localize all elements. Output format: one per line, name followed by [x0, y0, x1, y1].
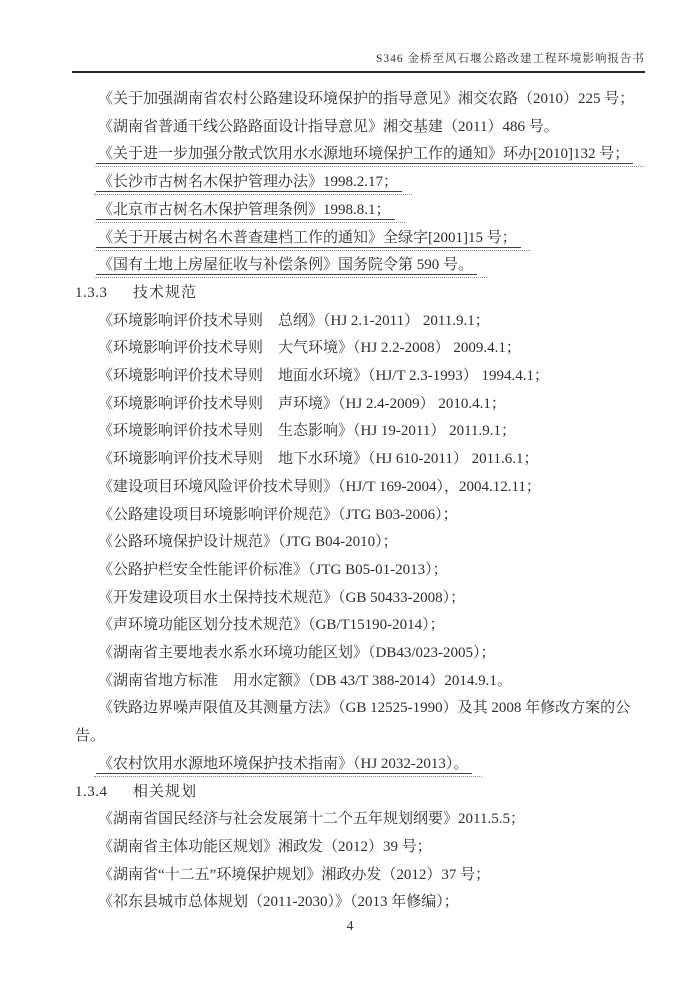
body-line [75, 529, 645, 557]
line-text: 《建设项目环境风险评价技术导则》（HJ/T 169-2004），2004.12.11； [98, 478, 541, 495]
body-line [75, 889, 645, 917]
line-text: 《湖南省普通干线公路路面设计指导意见》湘交基建（2011）486 号。 [98, 118, 559, 135]
header-title: S346 金桥至风石堰公路改建工程环境影响报告书 [375, 53, 645, 65]
line-text: 《祁东县城市总体规划（2011-2030）》（2013 年修编）； [98, 894, 459, 911]
section-title: 相关规划 [133, 783, 198, 800]
inserted-text-line: 《关于进一步加强分散式饮用水水源地环境保护工作的通知》环办[2010]132 号； [96, 146, 633, 164]
body-line [75, 474, 645, 502]
body-line [75, 86, 645, 114]
section-heading [75, 779, 645, 807]
body-line [75, 418, 645, 446]
body-line [75, 806, 645, 834]
line-text: 《环境影响评价技术导则 大气环境》（HJ 2.2-2008） 2009.4.1； [98, 340, 521, 357]
line-text: 《关于加强湖南省农村公路建设环境保护的指导意见》湘交农路（2010）225 号； [98, 91, 635, 107]
body-line [75, 502, 645, 530]
body-line [75, 114, 645, 142]
body-line [75, 363, 645, 391]
section-number: 1.3.4 [75, 783, 108, 800]
body-line [75, 557, 645, 585]
body-line [75, 308, 645, 336]
body-line [75, 723, 645, 751]
body-line [75, 446, 645, 474]
inserted-text-line: 《国有土地上房屋征收与补偿条例》国务院令第 590 号。 [96, 257, 477, 275]
line-text: 《湖南省地方标准 用水定额》（DB 43/T 388-2014）2014.9.1。 [98, 672, 512, 689]
page-number: 4 [346, 918, 354, 933]
body-line [75, 141, 645, 169]
body-line [75, 862, 645, 890]
page-header [72, 50, 645, 73]
body-line [75, 834, 645, 862]
section-title: 技术规范 [133, 284, 198, 301]
body-line [75, 197, 645, 225]
body-line [75, 391, 645, 419]
page-footer [0, 918, 700, 934]
inserted-text-line: 《农村饮用水源地环境保护技术指南》（HJ 2032-2013）。 [96, 756, 472, 774]
line-text: 《公路护栏安全性能评价标准》（JTG B05-01-2013）； [98, 561, 448, 578]
body-line [75, 668, 645, 696]
line-text: 告。 [75, 728, 106, 745]
line-text: 《声环境功能区划分技术规范》（GB/T15190-2014）； [98, 617, 445, 634]
line-text: 《环境影响评价技术导则 声环境》（HJ 2.4-2009） 2010.4.1； [98, 395, 506, 412]
inserted-text-line: 《关于开展古树名木普查建档工作的通知》全绿字[2001]15 号； [96, 230, 521, 248]
body-line [75, 695, 645, 723]
inserted-text-line: 《长沙市古树名木保护管理办法》1998.2.17； [96, 174, 402, 192]
line-text: 《环境影响评价技术导则 生态影响》（HJ 19-2011） 2011.9.1； [98, 423, 517, 440]
body-line [75, 640, 645, 668]
line-text: 《环境影响评价技术导则 总纲》（HJ 2.1-2011） 2011.9.1； [98, 312, 490, 329]
line-text: 《铁路边界噪声限值及其测量方法》（GB 12525-1990）及其 2008 年修改方案的公 [98, 700, 631, 717]
line-text: 《环境影响评价技术导则 地面水环境》（HJ/T 2.3-1993） 1994.4.1； [98, 368, 549, 385]
line-text: 《湖南省主体功能区规划》湘政发（2012）39 号； [98, 838, 432, 855]
inserted-text-line: 《北京市古树名木保护管理条例》1998.8.1； [96, 202, 395, 220]
body-line [75, 252, 645, 280]
document-body [75, 86, 645, 917]
section-number: 1.3.3 [75, 284, 108, 301]
line-text: 《湖南省国民经济与社会发展第十二个五年规划纲要》2011.5.5； [98, 811, 525, 828]
body-line [75, 751, 645, 779]
line-text: 《湖南省“十二五”环境保护规划》湘政办发（2012）37 号； [98, 866, 491, 883]
body-line [75, 335, 645, 363]
line-text: 《环境影响评价技术导则 地下水环境》（HJ 610-2011） 2011.6.1； [98, 451, 539, 468]
line-text: 《开发建设项目水土保持技术规范》（GB 50433-2008）； [98, 589, 466, 606]
line-text: 《公路建设项目环境影响评价规范》（JTG B03-2006）； [98, 506, 458, 523]
body-line [75, 225, 645, 253]
body-line [75, 585, 645, 613]
body-line [75, 169, 645, 197]
body-line [75, 612, 645, 640]
line-text: 《湖南省主要地表水系水环境功能区划》（DB43/023-2005）； [98, 645, 496, 662]
line-text: 《公路环境保护设计规范》（JTG B04-2010）； [98, 534, 398, 551]
section-heading [75, 280, 645, 308]
